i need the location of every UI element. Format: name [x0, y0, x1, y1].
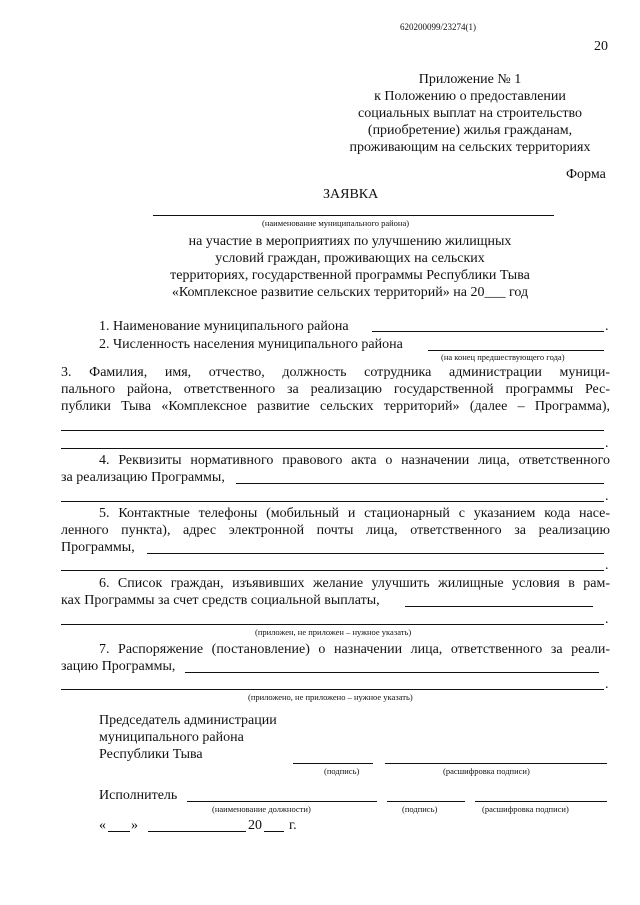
item-3-line: публики Тыва «Комплексное развитие сельских территорий» (далее – Программа),	[61, 399, 610, 414]
item-1-period: .	[605, 319, 609, 334]
item-6-caption: (приложен, не приложен – нужное указать)	[255, 627, 412, 637]
item-7-caption: (приложено, не приложено – нужное указать)	[248, 692, 413, 702]
item-2-fill-line	[428, 350, 604, 351]
item-3-line: пального района, ответственного за реализацию государственной программы Рес-	[61, 382, 610, 397]
subtitle-line: условий граждан, проживающих на сельских	[215, 251, 485, 266]
item-4-period: .	[605, 489, 609, 504]
appendix-line: социальных выплат на строительство	[357, 106, 583, 121]
signatory-line: Республики Тыва	[99, 747, 203, 762]
item-7-period: .	[605, 677, 609, 692]
document-title: ЗАЯВКА	[323, 187, 379, 202]
signatory-line: Председатель администрации	[99, 713, 277, 728]
item-3-fill-line	[61, 430, 604, 431]
date-year-prefix: 20	[248, 818, 262, 833]
subtitle-line: «Комплексное развитие сельских территорий» на 20___ год	[171, 285, 529, 300]
item-3-line: 3. Фамилия, имя, отчество, должность сотрудника администрации муници-	[61, 365, 610, 380]
item-6-period: .	[605, 612, 609, 627]
form-label: Форма	[566, 167, 606, 182]
item-7-line: 7. Распоряжение (постановление) о назначении лица, ответственного за реали-	[99, 642, 610, 657]
item-7-line: зацию Программы,	[61, 659, 176, 674]
executor-label: Исполнитель	[99, 788, 178, 803]
item-2-caption: (на конец предшествующего года)	[441, 352, 565, 362]
executor-signature-line	[387, 801, 465, 802]
item-4-line: 4. Реквизиты нормативного правового акта о назначении лица, ответственного	[99, 453, 610, 468]
date-close-quote: »	[131, 818, 138, 833]
subtitle-block	[140, 233, 560, 301]
executor-position-caption: (наименование должности)	[212, 804, 311, 814]
executor-sign-caption: (подпись)	[402, 804, 438, 814]
appendix-line: (приобретение) жилья гражданам,	[367, 123, 573, 138]
item-5-period: .	[605, 558, 609, 573]
subtitle-line: на участие в мероприятиях по улучшению жилищных	[188, 234, 512, 249]
item-6-line: 6. Список граждан, изъявивших желание улучшить жилищные условия в рам-	[99, 576, 610, 591]
chairman-decode-caption: (расшифровка подписи)	[443, 766, 530, 776]
appendix-block	[330, 71, 610, 156]
district-name-line	[153, 215, 554, 216]
executor-decode-caption: (расшифровка подписи)	[482, 804, 569, 814]
item-6-line: ках Программы за счет средств социальной выплаты,	[61, 593, 380, 608]
subtitle-line: территориях, государственной программы Республики Тыва	[170, 268, 530, 283]
page-number: 20	[594, 39, 608, 54]
item-4-fill-line	[236, 483, 604, 484]
date-open-quote: «	[99, 818, 106, 833]
appendix-line: Приложение № 1	[418, 72, 522, 87]
chairman-decode-line	[385, 763, 607, 764]
item-7-fill-line	[185, 672, 599, 673]
item-4-fill-line	[61, 501, 604, 502]
appendix-line: проживающим на сельских территориях	[349, 140, 591, 155]
item-1-label: 1. Наименование муниципального района	[99, 319, 349, 334]
date-day-line	[108, 831, 130, 832]
date-month-line	[148, 831, 246, 832]
item-1-fill-line	[372, 331, 604, 332]
chairman-sign-caption: (подпись)	[324, 766, 360, 776]
appendix-line: к Положению о предоставлении	[374, 89, 566, 104]
executor-decode-line	[475, 801, 607, 802]
item-3-fill-line	[61, 448, 604, 449]
date-year-line	[264, 831, 284, 832]
item-5-line: ленного пункта), адрес электронной почты лица, ответственного за реализацию	[61, 523, 610, 538]
item-4-line: за реализацию Программы,	[61, 470, 225, 485]
item-6-fill-line	[61, 624, 604, 625]
document-code: 620200099/23274(1)	[400, 22, 476, 32]
item-5-line: 5. Контактные телефоны (мобильный и стационарный с указанием кода насе-	[99, 506, 610, 521]
signatory-block	[99, 712, 277, 763]
district-caption: (наименование муниципального района)	[262, 218, 410, 228]
signatory-line: муниципального района	[99, 730, 244, 745]
item-2-label: 2. Численность населения муниципального района	[99, 337, 403, 352]
item-6-fill-line	[405, 606, 593, 607]
item-7-fill-line	[61, 689, 604, 690]
executor-position-line	[187, 801, 377, 802]
item-5-fill-line	[147, 553, 604, 554]
item-3-period: .	[605, 436, 609, 451]
item-5-fill-line	[61, 570, 604, 571]
chairman-signature-line	[293, 763, 373, 764]
item-5-line: Программы,	[61, 540, 135, 555]
date-year-suffix: г.	[289, 818, 297, 833]
